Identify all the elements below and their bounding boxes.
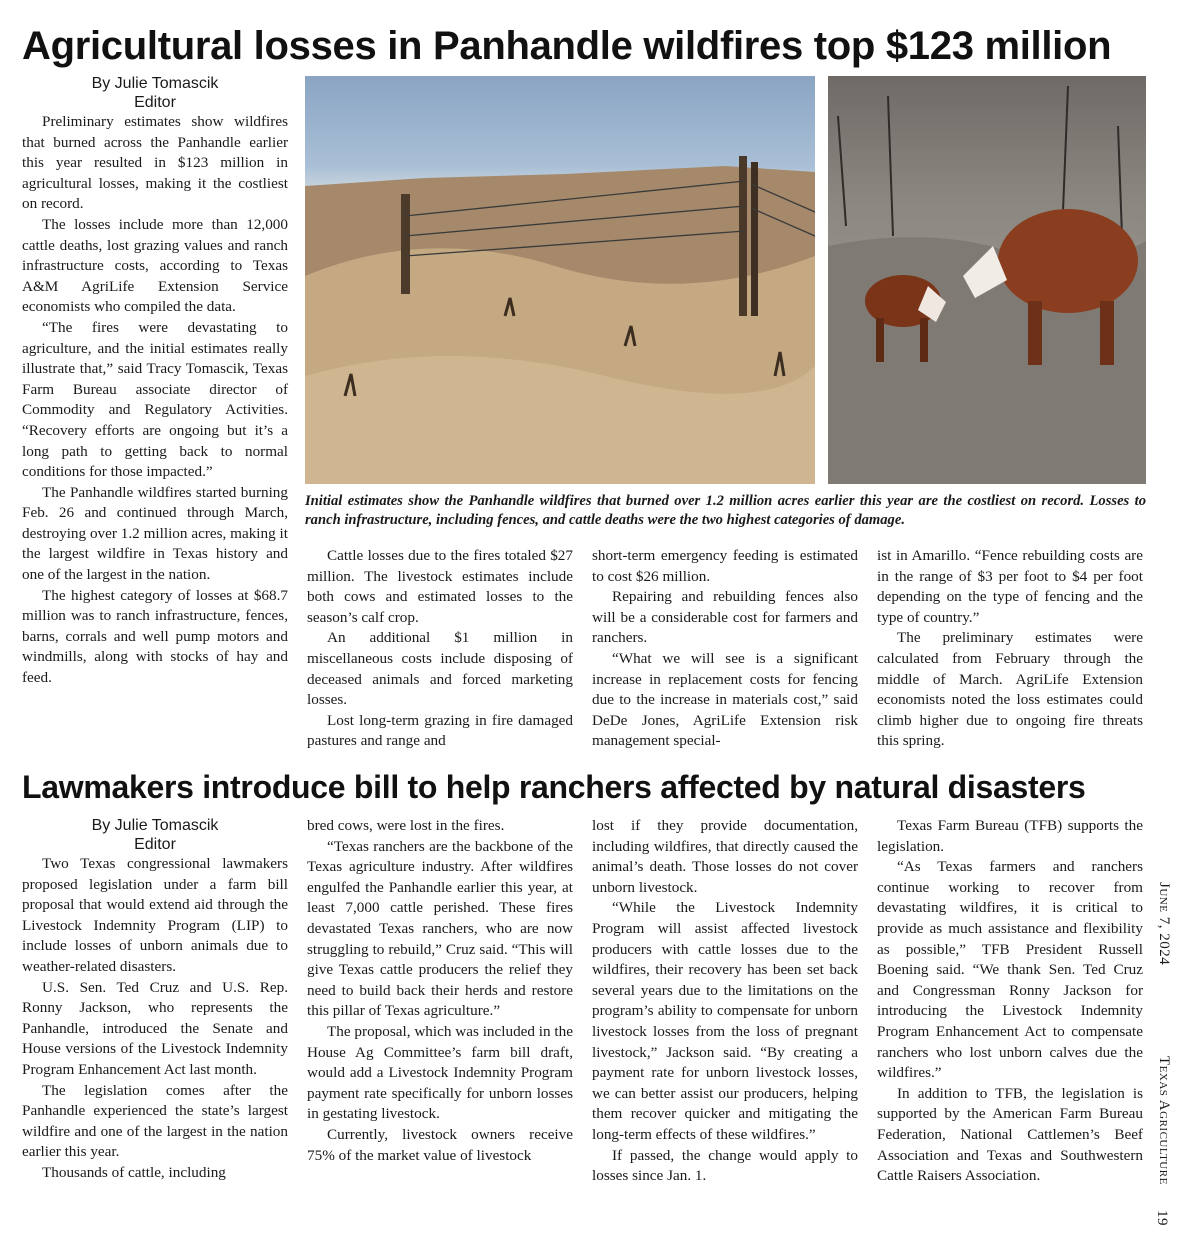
article2-column-1: [22, 816, 288, 1184]
article2-paragraph: In addition to TFB, the legislation is supported by the American Farm Bureau Federation, National Cattlemen’s Beef Association and Texas and Southwestern Cattle Raisers Association.: [877, 1084, 1143, 1185]
article1-paragraph: Repairing and rebuilding fences also will be a considerable cost for farmers and ranchers.: [592, 588, 858, 647]
article2-headline: Lawmakers introduce bill to help ranchers affected by natural disasters: [22, 769, 1086, 805]
folio-publication: Texas Agriculture: [1156, 1056, 1172, 1185]
article1-paragraph: Cattle losses due to the fires totaled $27 million. The livestock estimates include both cows and estimated losses to the season’s calf crop.: [307, 547, 573, 626]
article1-byline-name: By Julie Tomascik: [91, 75, 219, 92]
article2-paragraph: The legislation comes after the Panhandle experienced the state’s largest wildfire and one of the largest in the nation earlier this year.: [22, 1081, 288, 1161]
article1-paragraph: The Panhandle wildfires started burning Feb. 26 and continued through March, destroying over 1.2 million acres, making it the largest wildfire in Texas history and one of the largest in the nation.: [22, 483, 288, 584]
article1-paragraph: “What we will see is a significant increase in replacement costs for fencing due to the increase in materials cost,” said DeDe Jones, AgriLife Extension risk management special-: [592, 649, 858, 750]
cow-photo-illustration: [828, 76, 1146, 484]
folio-date: June 7, 2024: [1156, 882, 1172, 966]
article1-headline: Agricultural losses in Panhandle wildfires top $123 million: [22, 24, 1112, 68]
article1-column-3: [592, 546, 858, 752]
article1-paragraph: The preliminary estimates were calculated from February through the middle of March. AgriLife Extension economists noted the loss estimates could climb higher due to ongoing fire threats this spring.: [877, 629, 1143, 750]
photo-caption: Initial estimates show the Panhandle wildfires that burned over 1.2 million acres earlier this year are the costliest on record. Losses to ranch infrastructure, including fences, and cattle deaths were the two highest categories of damage.: [305, 493, 1146, 528]
article1-paragraph: The highest category of losses at $68.7 million was to ranch infrastructure, fences, barns, corrals and well pump motors and windmills, along with stocks of hay and feed.: [22, 586, 288, 687]
folio-page-number: 19: [1154, 1210, 1170, 1226]
article1-paragraph: “The fires were devastating to agriculture, and the initial estimates really illustrate that,” said Tracy Tomascik, Texas Farm Bureau associate director of Commodity and Regulatory Activities. “Recovery efforts are ongoing but it’s a long path to getting back to normal conditions for those impacted.”: [22, 318, 288, 481]
article2-paragraph: lost if they provide documentation, including wildfires, that directly caused the animal’s death. Those losses do not cover unborn livestock.: [592, 817, 858, 896]
article1-paragraph: Preliminary estimates show wildfires that burned across the Panhandle earlier this year resulted in $123 million in agricultural losses, making it the costliest on record.: [22, 113, 288, 213]
article1-paragraph: ist in Amarillo. “Fence rebuilding costs are in the range of $3 per foot to $4 per foot depending on the type of fencing and the type of country.”: [877, 547, 1143, 626]
article1-paragraph: short-term emergency feeding is estimated to cost $26 million.: [592, 547, 858, 585]
article2-paragraph: The proposal, which was included in the House Ag Committee’s farm bill draft, would add a Livestock Indemnity Program payment rate specifically for unborn losses in gestating livestock.: [307, 1022, 573, 1123]
article2-paragraph: “Texas ranchers are the backbone of the Texas agriculture industry. After wildfires engulfed the Panhandle earlier this year, at least 7,000 cattle perished. These fires devastated Texas ranchers, who are now struggling to rebuild,” Cruz said. “This will give Texas cattle producers the relief they need to build back their herds and restore this pillar of Texas agriculture.”: [307, 837, 573, 1020]
burned-pasture-fence-photo: [305, 76, 815, 484]
article2-column-3: [592, 816, 858, 1187]
article2-paragraph: bred cows, were lost in the fires.: [307, 817, 505, 834]
article1-paragraph: Lost long-term grazing in fire damaged pastures and range and: [307, 711, 573, 750]
article2-paragraph: U.S. Sen. Ted Cruz and U.S. Rep. Ronny Jackson, who represents the Panhandle, introduced the Senate and House versions of the Livestock Indemnity Program Enhancement Act last month.: [22, 978, 288, 1078]
article2-paragraph: Thousands of cattle, including: [42, 1163, 226, 1181]
article1-column-1: [22, 74, 288, 689]
article2-paragraph: “While the Livestock Indemnity Program will assist affected livestock producers with cattle losses due to the wildfires, their recovery has been set back several years due to the limitations on the program’s ability to compensate for unborn livestock losses from the loss of pregnant livestock,” Jackson said. “By creating a payment rate for unborn livestock losses, we can better assist our producers, helping them recover quicker and mitigating the long-term effects of these wildfires.”: [592, 899, 858, 1143]
article1-column-4: [877, 546, 1143, 752]
article2-byline-name: By Julie Tomascik: [91, 817, 219, 834]
article2-column-2: [307, 816, 573, 1166]
article1-paragraph: The losses include more than 12,000 cattle deaths, lost grazing values and ranch infrastructure costs, according to Texas A&M AgriLife Extension Service economists who compiled the data.: [22, 215, 288, 316]
article2-paragraph: If passed, the change would apply to losses since Jan. 1.: [592, 1146, 858, 1185]
article1-column-2: [307, 546, 573, 752]
article2-paragraph: Two Texas congressional lawmakers proposed legislation under a farm bill proposal that would extend aid through the Livestock Indemnity Program (LIP) to include losses of unborn animals due to weather-related disasters.: [22, 855, 288, 975]
article2-paragraph: Texas Farm Bureau (TFB) supports the legislation.: [877, 817, 1143, 855]
pasture-photo-illustration: [305, 76, 815, 484]
article1-paragraph: An additional $1 million in miscellaneous costs include disposing of deceased animals and forced marketing losses.: [307, 629, 573, 709]
article2-column-4: [877, 816, 1143, 1187]
article2-byline-title: Editor: [134, 836, 176, 853]
cow-and-calf-photo: [828, 76, 1146, 484]
article1-byline-title: Editor: [134, 94, 176, 111]
article2-paragraph: “As Texas farmers and ranchers continue working to recover from devastating wildfires, it is critical to provide as much assistance and flexibility as possible,” TFB President Russell Boening said. “We thank Sen. Ted Cruz and Congressman Ronny Jackson for introducing the Livestock Indemnity Program Enhancement Act to compensate ranchers who lost unborn calves due the wildfires.”: [877, 858, 1143, 1082]
article2-paragraph: Currently, livestock owners receive 75% of the market value of livestock: [307, 1125, 573, 1164]
